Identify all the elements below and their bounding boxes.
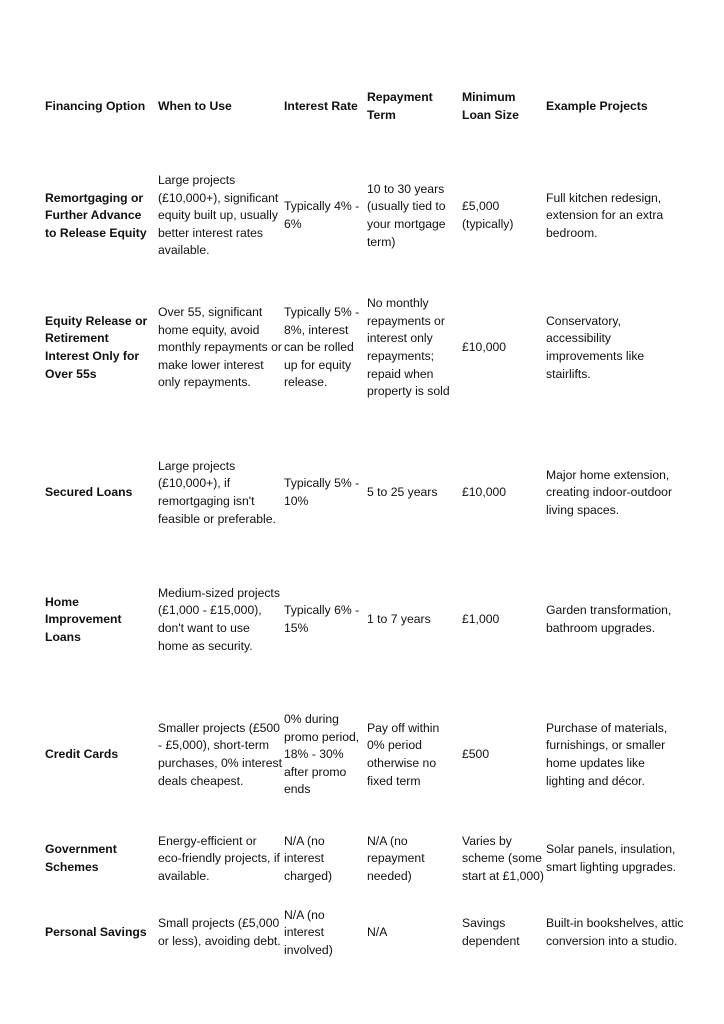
interest-rate-cell: Typically 4% - 6% — [284, 199, 360, 231]
example-projects-cell: Conservatory, accessibility improvements like stairlifts. — [546, 313, 645, 381]
example-projects-cell: Solar panels, insulation, smart lighting upgrades. — [546, 842, 677, 874]
interest-rate-cell: N/A (no interest involved) — [284, 907, 333, 957]
minimum-loan-cell: Savings dependent — [462, 916, 520, 948]
minimum-loan-cell: £5,000 (typically) — [462, 199, 514, 231]
option-name-cell: Government Schemes — [45, 842, 117, 874]
minimum-loan-cell: £10,000 — [462, 485, 507, 500]
table-row — [0, 292, 724, 404]
interest-rate-cell: Typically 6% - 15% — [284, 603, 360, 635]
table-row — [0, 904, 724, 962]
header-cell: Repayment Term — [367, 90, 433, 122]
when-to-use-cell: Large projects (£10,000+), significant equity built up, usually better interest rates available. — [158, 173, 279, 258]
when-to-use-cell: Energy-efficient or eco-friendly projects, if available. — [158, 833, 280, 883]
table-row — [0, 823, 724, 895]
example-projects-cell: Major home extension, creating indoor-outdoor living spaces. — [546, 467, 673, 517]
option-name-cell: Home Improvement Loans — [45, 594, 122, 644]
table-header-row — [0, 86, 724, 128]
repayment-term-cell: 10 to 30 years (usually tied to your mortgage term) — [367, 181, 446, 249]
option-name-cell: Personal Savings — [45, 925, 147, 940]
example-projects-cell: Garden transformation, bathroom upgrades. — [546, 603, 672, 635]
repayment-term-cell: 5 to 25 years — [367, 485, 438, 500]
example-projects-cell: Purchase of materials, furnishings, or smaller home updates like lighting and décor. — [546, 720, 668, 788]
header-cell: Interest Rate — [284, 99, 358, 114]
when-to-use-cell: Smaller projects (£500 - £5,000), short-term purchases, 0% interest deals cheapest. — [158, 720, 282, 788]
when-to-use-cell: Medium-sized projects (£1,000 - £15,000), don't want to use home as security. — [158, 585, 280, 653]
repayment-term-cell: No monthly repayments or interest only repayments; repaid when property is sold — [367, 296, 450, 399]
header-cell: Financing Option — [45, 99, 146, 114]
when-to-use-cell: Small projects (£5,000 or less), avoiding debt. — [158, 916, 281, 948]
header-cell: Minimum Loan Size — [462, 90, 519, 122]
interest-rate-cell: 0% during promo period, 18% - 30% after promo ends — [284, 712, 360, 797]
option-name-cell: Remortgaging or Further Advance to Release Equity — [45, 190, 147, 240]
option-name-cell: Credit Cards — [45, 747, 119, 762]
example-projects-cell: Full kitchen redesign, extension for an extra bedroom. — [546, 190, 664, 240]
interest-rate-cell: N/A (no interest charged) — [284, 833, 333, 883]
minimum-loan-cell: £10,000 — [462, 340, 507, 355]
option-name-cell: Equity Release or Retirement Interest Only for Over 55s — [45, 313, 148, 381]
repayment-term-cell: 1 to 7 years — [367, 612, 431, 627]
table-row — [0, 445, 724, 541]
example-projects-cell: Built-in bookshelves, attic conversion into a studio. — [546, 916, 684, 948]
table-row — [0, 698, 724, 812]
header-cell: Example Projects — [546, 99, 648, 114]
minimum-loan-cell: £500 — [462, 747, 490, 762]
interest-rate-cell: Typically 5% - 8%, interest can be rolled up for equity release. — [284, 305, 360, 390]
option-name-cell: Secured Loans — [45, 485, 133, 500]
minimum-loan-cell: Varies by scheme (some start at £1,000) — [462, 833, 544, 883]
table-row — [0, 160, 724, 272]
when-to-use-cell: Large projects (£10,000+), if remortgaging isn't feasible or preferable. — [158, 458, 276, 526]
minimum-loan-cell: £1,000 — [462, 612, 500, 627]
repayment-term-cell: N/A — [367, 925, 388, 940]
table-row — [0, 572, 724, 668]
header-cell: When to Use — [158, 99, 232, 114]
repayment-term-cell: N/A (no repayment needed) — [367, 833, 425, 883]
interest-rate-cell: Typically 5% - 10% — [284, 476, 360, 508]
when-to-use-cell: Over 55, significant home equity, avoid monthly repayments or make lower interest only repayments. — [158, 305, 282, 390]
repayment-term-cell: Pay off within 0% period otherwise no fixed term — [367, 720, 440, 788]
